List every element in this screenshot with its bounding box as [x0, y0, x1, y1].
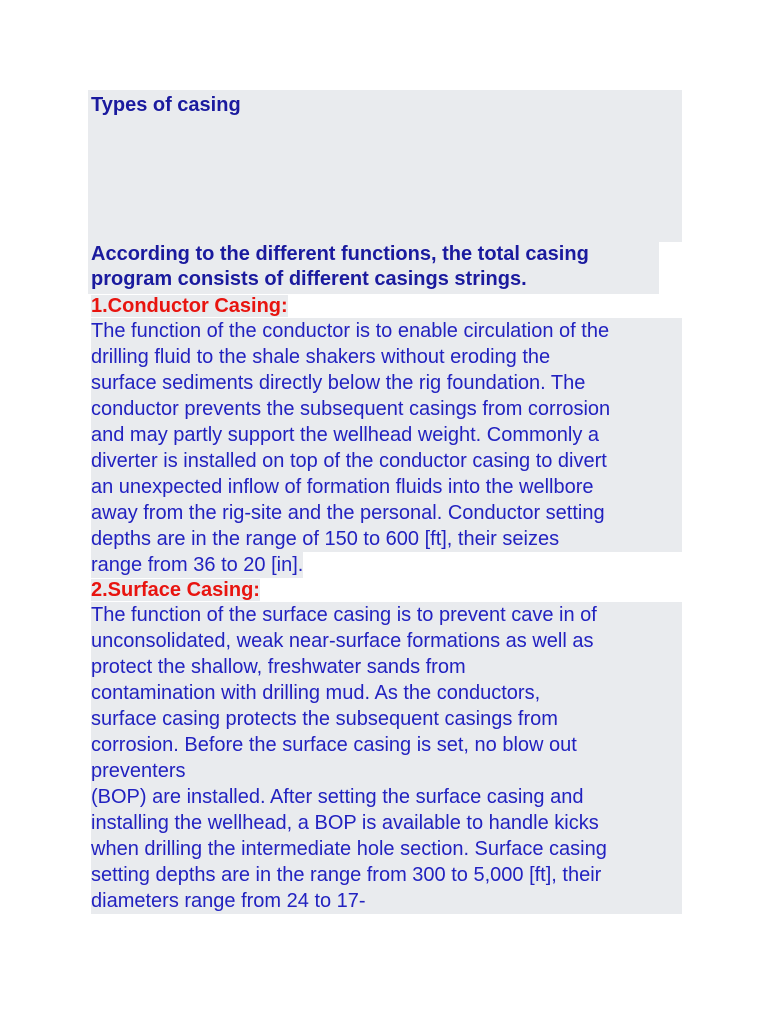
section-heading-conductor — [88, 294, 682, 318]
body-line: diameters range from 24 to 17- — [91, 888, 682, 914]
page-title: Types of casing — [91, 94, 241, 116]
body-line: drilling fluid to the shale shakers without eroding the — [91, 344, 682, 370]
section-heading-surface — [88, 578, 682, 602]
body-line: surface sediments directly below the rig foundation. The — [91, 370, 682, 396]
body-line: installing the wellhead, a BOP is available to handle kicks — [91, 810, 682, 836]
body-line: corrosion. Before the surface casing is set, no blow out — [91, 732, 682, 758]
body-line: The function of the surface casing is to prevent cave in of — [91, 602, 682, 628]
body-line: and may partly support the wellhead weight. Commonly a — [91, 422, 682, 448]
body-line: setting depths are in the range from 300 to 5,000 [ft], their — [91, 862, 682, 888]
section-heading-conductor-text: 1.Conductor Casing: — [91, 295, 288, 317]
body-line: range from 36 to 20 [in]. — [91, 554, 304, 576]
body-line: The function of the conductor is to enable circulation of the — [91, 318, 682, 344]
body-line: away from the rig-site and the personal. Conductor setting — [91, 500, 682, 526]
body-line: diverter is installed on top of the conductor casing to divert — [91, 448, 682, 474]
body-line: (BOP) are installed. After setting the surface casing and — [91, 784, 682, 810]
intro-paragraph: According to the different functions, the total casing program consists of different casings strings. — [88, 242, 659, 294]
section-heading-surface-text: 2.Surface Casing: — [91, 579, 260, 601]
body-line: surface casing protects the subsequent casings from — [91, 706, 682, 732]
body-line: when drilling the intermediate hole section. Surface casing — [91, 836, 682, 862]
body-line: depths are in the range of 150 to 600 [ft], their seizes — [91, 526, 682, 552]
body-line: contamination with drilling mud. As the conductors, — [91, 680, 682, 706]
body-line: conductor prevents the subsequent casings from corrosion — [91, 396, 682, 422]
section-body-surface — [88, 602, 682, 914]
body-line: unconsolidated, weak near-surface formations as well as — [91, 628, 682, 654]
section-body-conductor — [88, 318, 682, 578]
body-line: preventers — [91, 758, 682, 784]
document-content — [88, 90, 682, 914]
title-block — [88, 90, 682, 242]
body-line: an unexpected inflow of formation fluids into the wellbore — [91, 474, 682, 500]
body-line: protect the shallow, freshwater sands from — [91, 654, 682, 680]
